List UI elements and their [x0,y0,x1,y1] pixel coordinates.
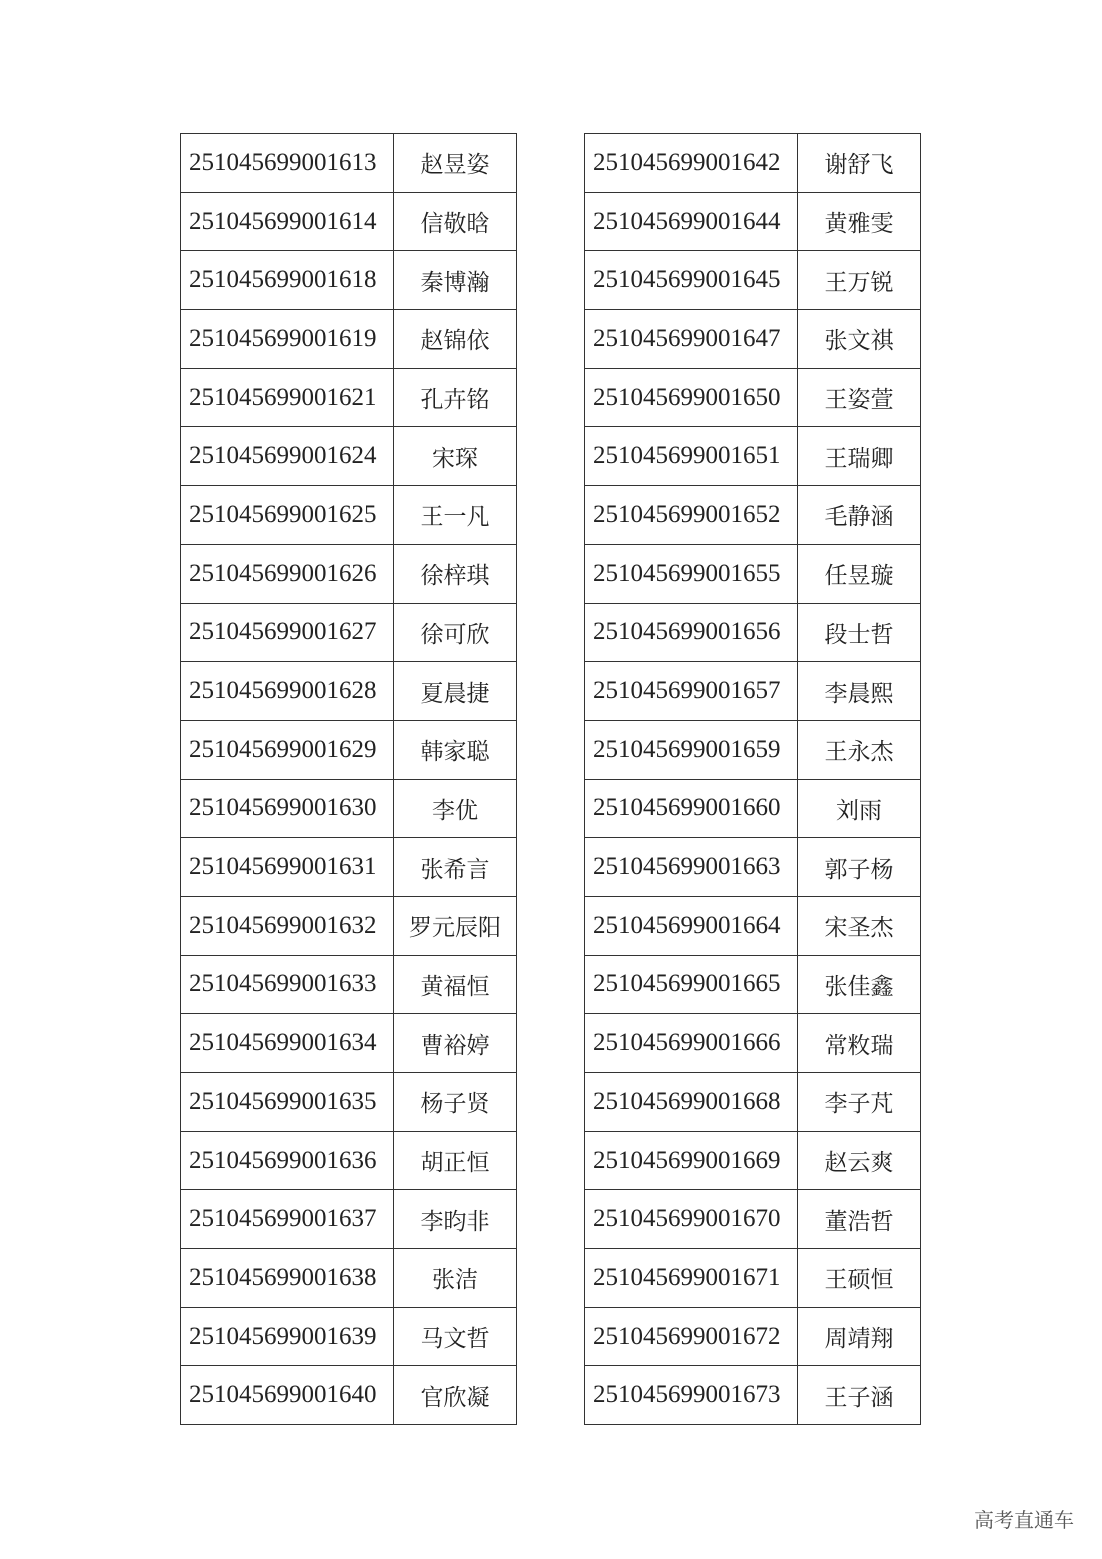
candidate-name-cell: 王万锐 [798,251,921,310]
table-row [181,1307,517,1366]
candidate-name-cell: 黄雅雯 [798,192,921,251]
candidate-name-cell: 李子芃 [798,1073,921,1132]
candidate-name-cell: 徐可欣 [394,603,517,662]
table-row [585,1366,921,1425]
candidate-id-cell: 251045699001635 [181,1073,394,1132]
candidate-id-cell: 251045699001659 [585,720,798,779]
table-row [181,896,517,955]
table-row [585,838,921,897]
candidate-name-cell: 李优 [394,779,517,838]
candidate-id-cell: 251045699001639 [181,1307,394,1366]
candidate-id-cell: 251045699001614 [181,192,394,251]
candidate-name-cell: 毛静涵 [798,486,921,545]
table-row [585,720,921,779]
table-row [181,603,517,662]
table-row [585,1131,921,1190]
candidate-name-cell: 郭子杨 [798,838,921,897]
candidate-name-cell: 孔卉铭 [394,368,517,427]
candidate-id-cell: 251045699001666 [585,1014,798,1073]
candidate-name-cell: 赵锦依 [394,310,517,369]
table-row [585,134,921,193]
table-row [181,1366,517,1425]
candidate-name-cell: 张洁 [394,1249,517,1308]
candidate-name-cell: 段士哲 [798,603,921,662]
candidate-name-cell: 马文哲 [394,1307,517,1366]
candidate-name-cell: 张文祺 [798,310,921,369]
table-row [585,955,921,1014]
candidate-name-cell: 王一凡 [394,486,517,545]
candidate-id-cell: 251045699001619 [181,310,394,369]
table-row [181,368,517,427]
candidate-id-cell: 251045699001631 [181,838,394,897]
candidate-id-cell: 251045699001647 [585,310,798,369]
table-row [585,368,921,427]
candidate-name-cell: 秦博瀚 [394,251,517,310]
candidate-name-cell: 信敬晗 [394,192,517,251]
candidate-name-cell: 李晨熙 [798,662,921,721]
table-row [181,1190,517,1249]
candidate-id-cell: 251045699001650 [585,368,798,427]
table-row [585,779,921,838]
roster-table-left [180,133,517,1425]
candidate-name-cell: 宋圣杰 [798,896,921,955]
candidate-id-cell: 251045699001657 [585,662,798,721]
candidate-name-cell: 胡正恒 [394,1131,517,1190]
candidate-id-cell: 251045699001642 [585,134,798,193]
table-row [181,838,517,897]
candidate-name-cell: 王瑞卿 [798,427,921,486]
candidate-name-cell: 杨子贤 [394,1073,517,1132]
candidate-id-cell: 251045699001626 [181,544,394,603]
table-row [585,192,921,251]
table-row [181,955,517,1014]
candidate-name-cell: 任昱璇 [798,544,921,603]
table-row [585,1190,921,1249]
candidate-id-cell: 251045699001629 [181,720,394,779]
table-row [585,486,921,545]
candidate-id-cell: 251045699001673 [585,1366,798,1425]
candidate-id-cell: 251045699001651 [585,427,798,486]
candidate-name-cell: 王永杰 [798,720,921,779]
candidate-name-cell: 赵云爽 [798,1131,921,1190]
candidate-name-cell: 黄福恒 [394,955,517,1014]
candidate-id-cell: 251045699001669 [585,1131,798,1190]
table-row [585,1249,921,1308]
table-row [585,427,921,486]
candidate-name-cell: 王子涵 [798,1366,921,1425]
candidate-id-cell: 251045699001625 [181,486,394,545]
table-row [181,662,517,721]
candidate-id-cell: 251045699001613 [181,134,394,193]
candidate-name-cell: 王硕恒 [798,1249,921,1308]
candidate-name-cell: 王姿萱 [798,368,921,427]
candidate-id-cell: 251045699001645 [585,251,798,310]
candidate-name-cell: 曹裕婷 [394,1014,517,1073]
table-row [181,486,517,545]
candidate-id-cell: 251045699001633 [181,955,394,1014]
table-row [585,310,921,369]
candidate-id-cell: 251045699001640 [181,1366,394,1425]
candidate-id-cell: 251045699001652 [585,486,798,545]
table-row [585,662,921,721]
candidate-id-cell: 251045699001628 [181,662,394,721]
table-row [181,1249,517,1308]
table-row [585,544,921,603]
candidate-id-cell: 251045699001636 [181,1131,394,1190]
table-row [585,251,921,310]
candidate-id-cell: 251045699001660 [585,779,798,838]
table-row [181,779,517,838]
candidate-id-cell: 251045699001627 [181,603,394,662]
candidate-id-cell: 251045699001637 [181,1190,394,1249]
candidate-name-cell: 常敉瑞 [798,1014,921,1073]
table-row [585,1073,921,1132]
candidate-id-cell: 251045699001672 [585,1307,798,1366]
table-row [585,896,921,955]
table-row [181,251,517,310]
candidate-name-cell: 徐梓琪 [394,544,517,603]
table-row [181,544,517,603]
table-row [181,192,517,251]
candidate-name-cell: 韩家聪 [394,720,517,779]
candidate-id-cell: 251045699001665 [585,955,798,1014]
watermark-text: 高考直通车 [974,1508,1074,1532]
candidate-id-cell: 251045699001663 [585,838,798,897]
table-row [585,603,921,662]
candidate-id-cell: 251045699001621 [181,368,394,427]
candidate-name-cell: 李昀非 [394,1190,517,1249]
candidate-name-cell: 周靖翔 [798,1307,921,1366]
candidate-name-cell: 董浩哲 [798,1190,921,1249]
table-row [181,1073,517,1132]
candidate-id-cell: 251045699001634 [181,1014,394,1073]
candidate-id-cell: 251045699001630 [181,779,394,838]
candidate-id-cell: 251045699001632 [181,896,394,955]
table-row [181,134,517,193]
candidate-name-cell: 刘雨 [798,779,921,838]
candidate-name-cell: 夏晨捷 [394,662,517,721]
table-row [181,1014,517,1073]
table-row [181,1131,517,1190]
candidate-id-cell: 251045699001671 [585,1249,798,1308]
table-row [181,720,517,779]
candidate-id-cell: 251045699001656 [585,603,798,662]
candidate-name-cell: 宋琛 [394,427,517,486]
roster-table-right [584,133,921,1425]
candidate-name-cell: 张希言 [394,838,517,897]
candidate-name-cell: 罗元辰阳 [394,896,517,955]
candidate-id-cell: 251045699001655 [585,544,798,603]
table-row [181,427,517,486]
candidate-id-cell: 251045699001668 [585,1073,798,1132]
table-row [181,310,517,369]
candidate-id-cell: 251045699001644 [585,192,798,251]
candidate-name-cell: 谢舒飞 [798,134,921,193]
table-row [585,1014,921,1073]
candidate-id-cell: 251045699001618 [181,251,394,310]
candidate-id-cell: 251045699001638 [181,1249,394,1308]
table-row [585,1307,921,1366]
candidate-id-cell: 251045699001670 [585,1190,798,1249]
candidate-id-cell: 251045699001624 [181,427,394,486]
candidate-id-cell: 251045699001664 [585,896,798,955]
candidate-name-cell: 官欣凝 [394,1366,517,1425]
candidate-name-cell: 赵昱姿 [394,134,517,193]
candidate-name-cell: 张佳鑫 [798,955,921,1014]
